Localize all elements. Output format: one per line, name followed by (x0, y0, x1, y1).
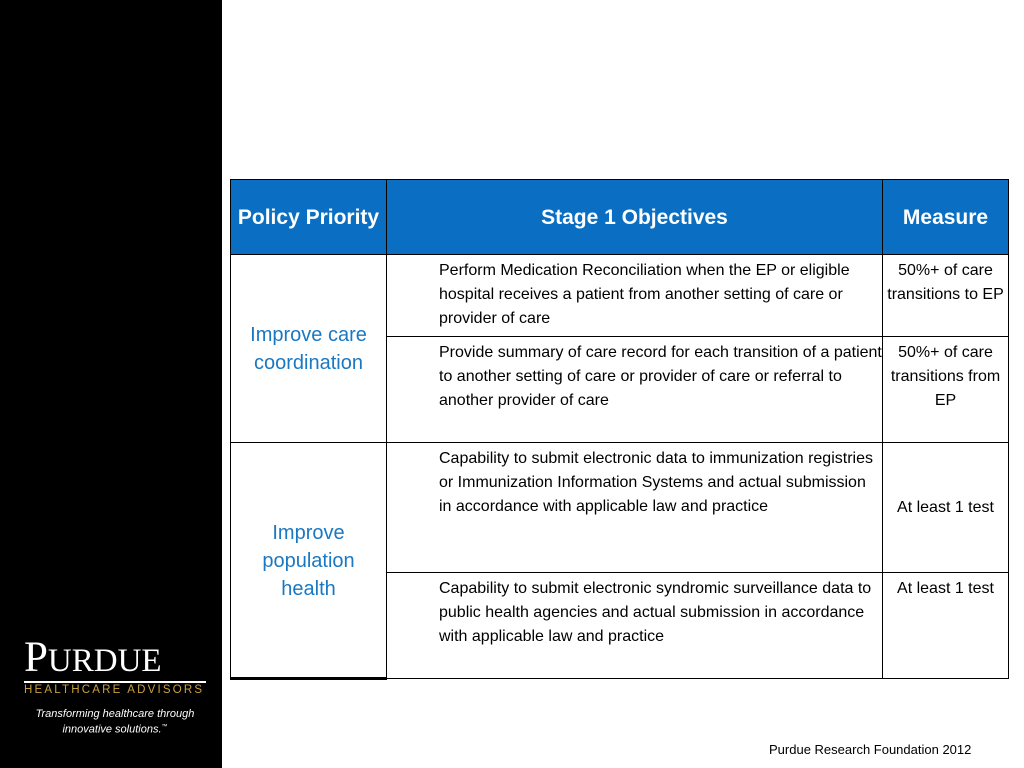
objective-line: Capability to submit electronic data to immunization registries (439, 450, 873, 467)
measure-cell: 50%+ of care transitions to EP (883, 255, 1009, 337)
logo-subtitle: HEALTHCARE ADVISORS (24, 684, 205, 696)
objective-line: Capability to submit electronic syndromic surveillance data to (439, 580, 872, 597)
tagline (10, 708, 220, 737)
priority-cell: Improve population health (231, 443, 387, 679)
header-policy-priority: Policy Priority (231, 180, 387, 255)
table-bottom-rule (230, 677, 387, 680)
logo-rest: URDUE (47, 643, 162, 679)
objective-line: or Immunization Information Systems and actual submission in accordance with applicable law and practice (439, 474, 866, 515)
tagline-line-1: Transforming healthcare through (35, 708, 195, 720)
measure-cell: 50%+ of care transitions from EP (883, 337, 1009, 443)
priority-cell: Improve care coordination (231, 255, 387, 443)
objective-cell: Perform Medication Reconciliation when the EP or eligible hospital receives a patient from another setting of care or provider of care (387, 255, 883, 337)
header-stage-1-objectives: Stage 1 Objectives (387, 180, 883, 255)
footer-copyright: Purdue Research Foundation 2012 (769, 742, 972, 757)
objective-cell (387, 443, 883, 573)
measure-cell: At least 1 test (883, 443, 1009, 573)
objective-cell (387, 573, 883, 679)
tagline-line-2-text: innovative solutions. (62, 723, 162, 736)
sidebar (0, 0, 222, 768)
objectives-table (230, 179, 1009, 679)
objective-line: public health agencies and actual submission in accordance with applicable law and practice (439, 604, 865, 645)
objective-cell: Provide summary of care record for each transition of a patient to another setting of care or provider of care or referral to another provider of care (387, 337, 883, 443)
table-row (231, 443, 1009, 573)
purdue-logo (24, 636, 162, 679)
table-row (231, 255, 1009, 337)
logo-divider (24, 681, 206, 683)
header-measure: Measure (883, 180, 1009, 255)
trademark-mark: ™ (161, 724, 168, 730)
logo-initial: P (24, 634, 48, 681)
tagline-line-2 (10, 721, 220, 737)
table-header-row (231, 180, 1009, 255)
measure-cell: At least 1 test (883, 573, 1009, 679)
